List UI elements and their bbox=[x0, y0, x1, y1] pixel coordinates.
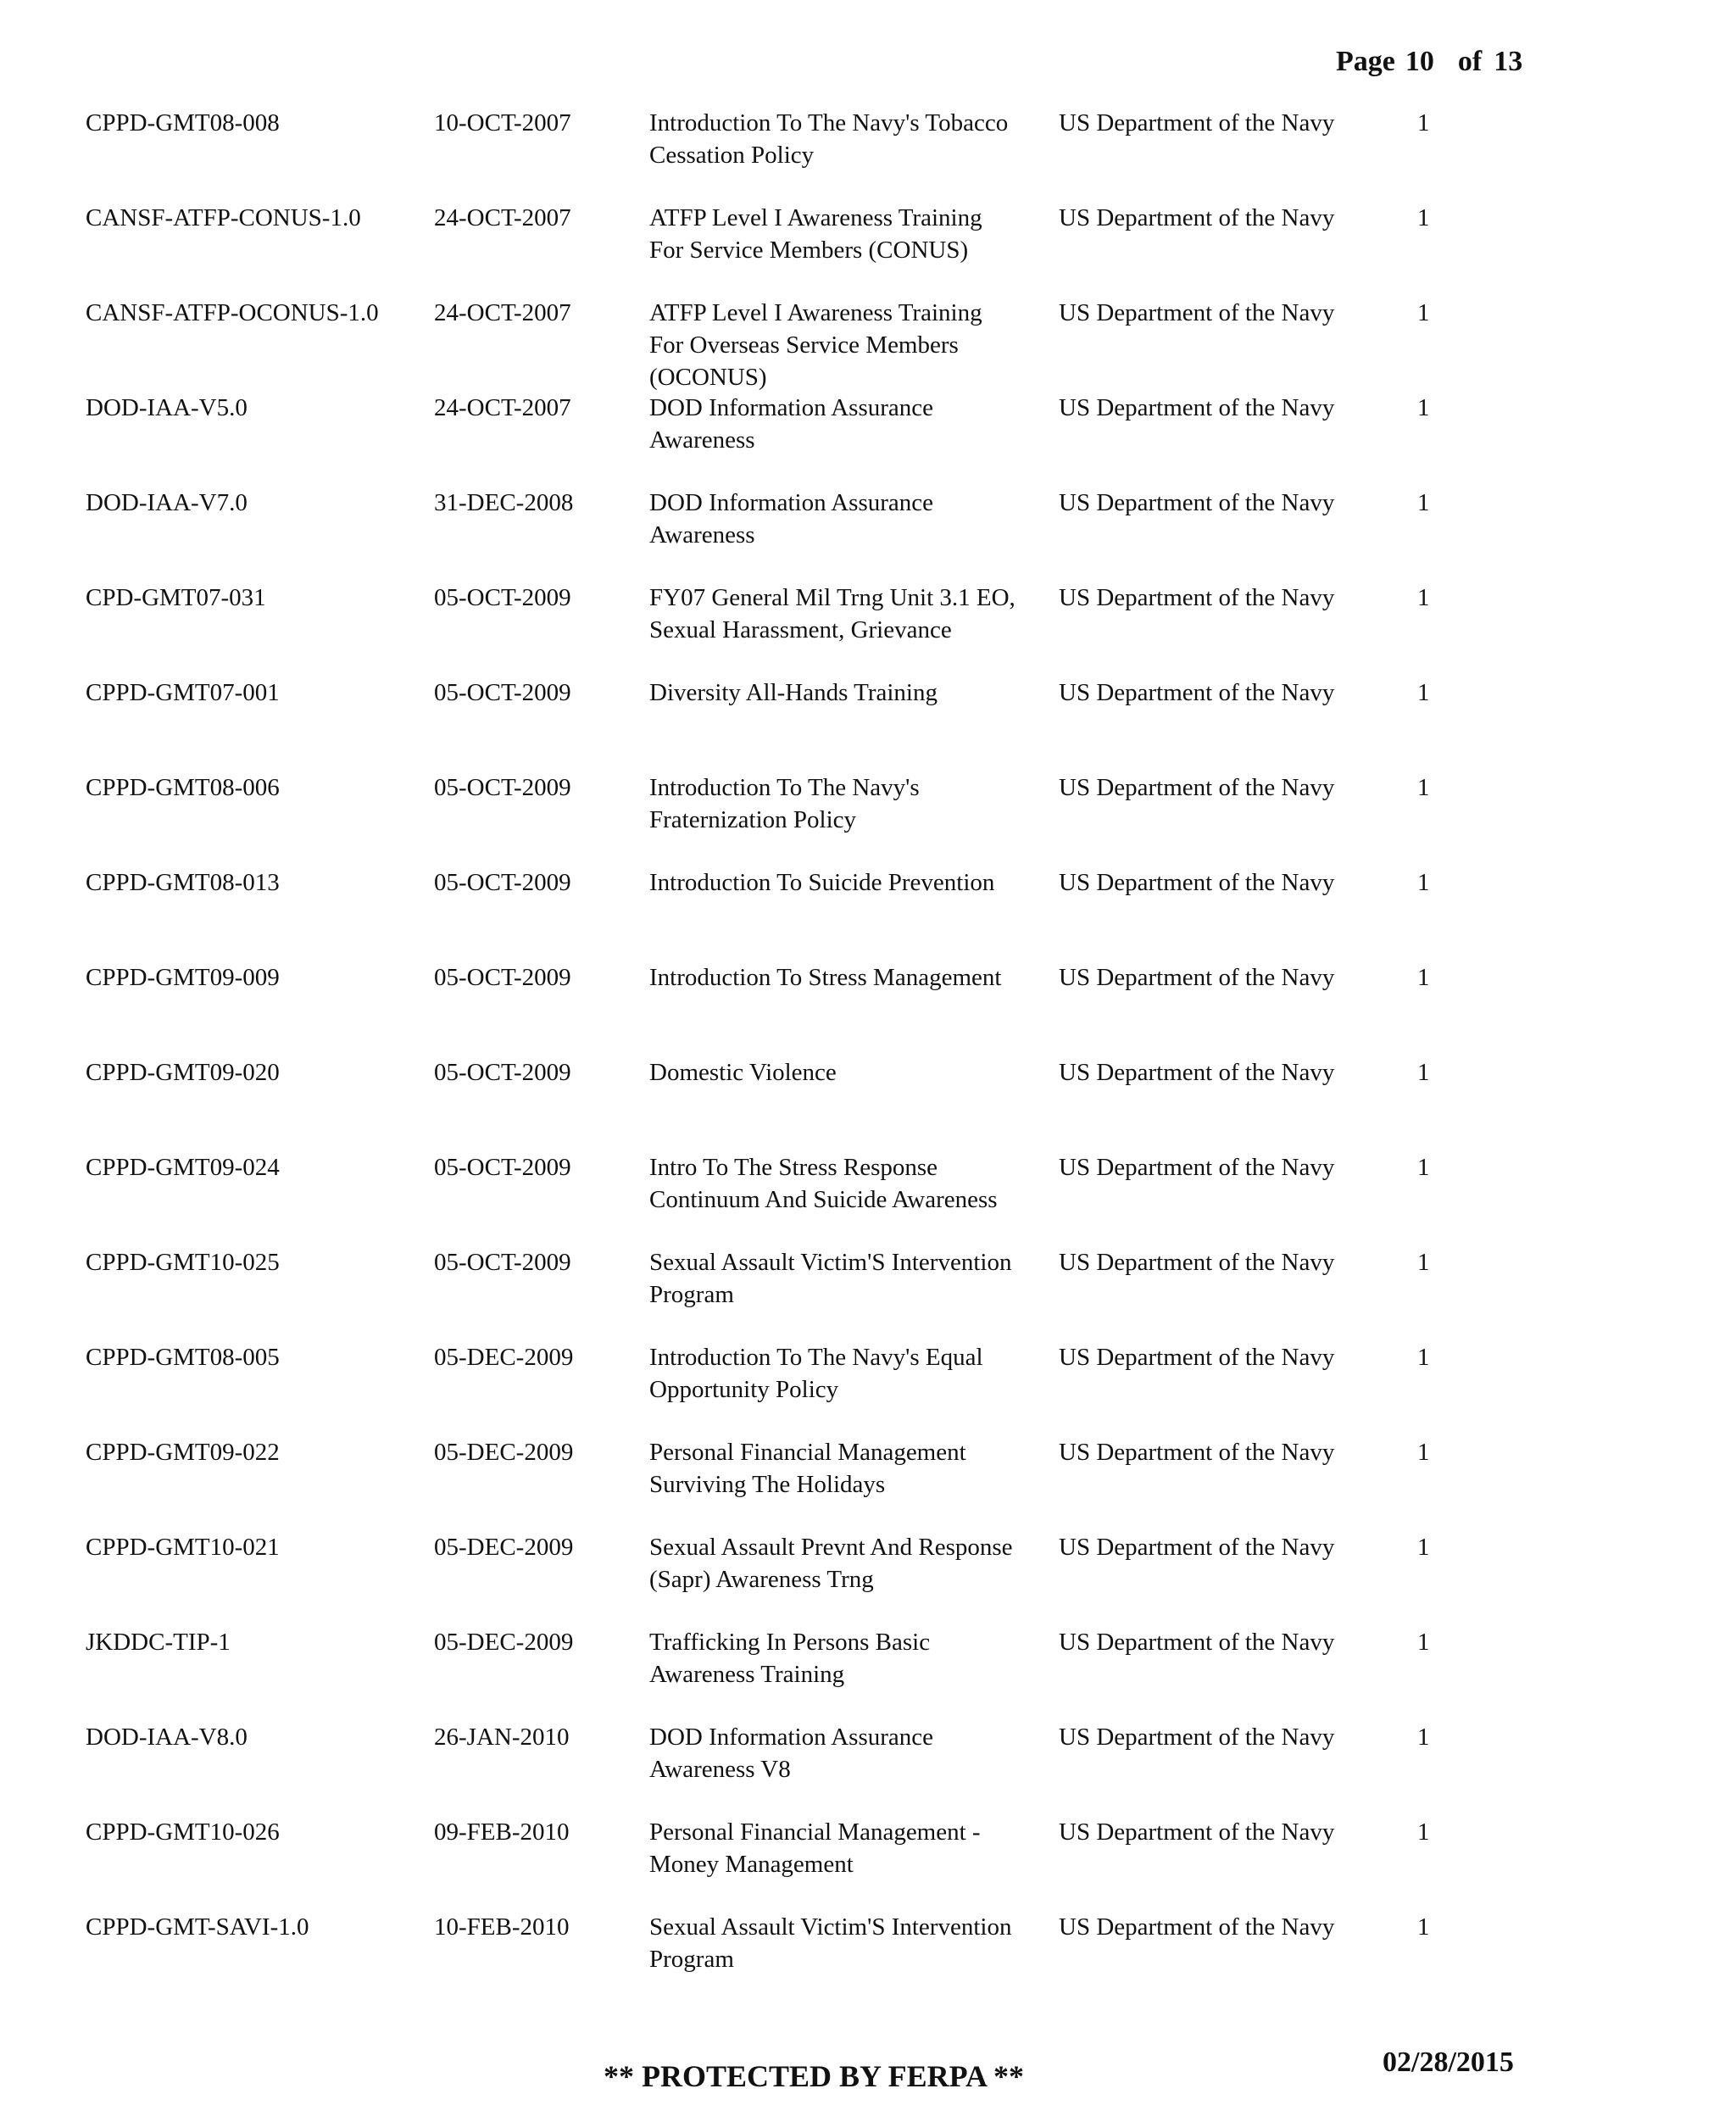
course-title: Personal Financial Management Surviving The Holidays bbox=[649, 1439, 966, 1498]
course-provider: US Department of the Navy bbox=[1059, 1344, 1335, 1371]
course-date: 10-OCT-2007 bbox=[434, 109, 571, 136]
course-row bbox=[0, 1151, 1736, 1246]
course-date: 26-JAN-2010 bbox=[434, 1724, 570, 1751]
course-date: 05-OCT-2009 bbox=[434, 584, 571, 611]
course-date: 05-DEC-2009 bbox=[434, 1344, 574, 1371]
course-row bbox=[0, 1816, 1736, 1911]
course-code: CPPD-GMT07-001 bbox=[86, 679, 280, 706]
course-row bbox=[0, 487, 1736, 582]
course-code: JKDDC-TIP-1 bbox=[86, 1629, 231, 1656]
course-row bbox=[0, 1436, 1736, 1531]
course-provider: US Department of the Navy bbox=[1059, 1818, 1335, 1846]
course-code: CPPD-GMT09-024 bbox=[86, 1154, 280, 1181]
total-pages: 13 bbox=[1494, 46, 1523, 77]
course-provider: US Department of the Navy bbox=[1059, 584, 1335, 611]
course-credits: 1 bbox=[1417, 1154, 1430, 1181]
course-credits: 1 bbox=[1417, 394, 1430, 421]
course-provider: US Department of the Navy bbox=[1059, 1249, 1335, 1276]
course-credits: 1 bbox=[1417, 1724, 1430, 1751]
current-page: 10 bbox=[1405, 46, 1434, 77]
course-code: CPPD-GMT10-026 bbox=[86, 1818, 280, 1846]
course-credits: 1 bbox=[1417, 1344, 1430, 1371]
course-credits: 1 bbox=[1417, 1059, 1430, 1086]
course-provider: US Department of the Navy bbox=[1059, 1154, 1335, 1181]
course-title: Sexual Assault Victim'S Intervention Program bbox=[649, 1249, 1012, 1308]
course-title: Trafficking In Persons Basic Awareness Training bbox=[649, 1629, 931, 1688]
course-row bbox=[0, 1341, 1736, 1436]
course-row bbox=[0, 866, 1736, 961]
course-code: CPD-GMT07-031 bbox=[86, 584, 266, 611]
course-title: DOD Information Assurance Awareness bbox=[649, 394, 934, 454]
course-date: 05-OCT-2009 bbox=[434, 964, 571, 991]
course-row bbox=[0, 1721, 1736, 1816]
course-row bbox=[0, 771, 1736, 866]
course-title: DOD Information Assurance Awareness bbox=[649, 489, 934, 549]
course-row bbox=[0, 107, 1736, 202]
course-date: 05-OCT-2009 bbox=[434, 774, 571, 801]
page-number bbox=[1336, 46, 1522, 78]
course-date: 05-DEC-2009 bbox=[434, 1629, 574, 1656]
course-code: CPPD-GMT09-020 bbox=[86, 1059, 280, 1086]
course-provider: US Department of the Navy bbox=[1059, 1724, 1335, 1751]
course-date: 24-OCT-2007 bbox=[434, 394, 571, 421]
course-provider: US Department of the Navy bbox=[1059, 204, 1335, 231]
course-list bbox=[0, 107, 1736, 2006]
course-row bbox=[0, 1626, 1736, 1721]
course-credits: 1 bbox=[1417, 109, 1430, 136]
course-date: 05-OCT-2009 bbox=[434, 1154, 571, 1181]
course-code: CPPD-GMT10-025 bbox=[86, 1249, 280, 1276]
course-credits: 1 bbox=[1417, 869, 1430, 896]
course-date: 05-OCT-2009 bbox=[434, 679, 571, 706]
course-row bbox=[0, 297, 1736, 392]
course-provider: US Department of the Navy bbox=[1059, 1439, 1335, 1466]
course-code: DOD-IAA-V8.0 bbox=[86, 1724, 248, 1751]
course-title: ATFP Level I Awareness Training For Overseas Service Members (OCONUS) bbox=[649, 299, 982, 391]
course-provider: US Department of the Navy bbox=[1059, 679, 1335, 706]
course-credits: 1 bbox=[1417, 1534, 1430, 1561]
course-provider: US Department of the Navy bbox=[1059, 1059, 1335, 1086]
course-date: 24-OCT-2007 bbox=[434, 204, 571, 231]
course-date: 05-OCT-2009 bbox=[434, 1249, 571, 1276]
course-credits: 1 bbox=[1417, 1629, 1430, 1656]
course-credits: 1 bbox=[1417, 1818, 1430, 1846]
course-provider: US Department of the Navy bbox=[1059, 1629, 1335, 1656]
course-credits: 1 bbox=[1417, 1913, 1430, 1941]
course-credits: 1 bbox=[1417, 1439, 1430, 1466]
course-credits: 1 bbox=[1417, 774, 1430, 801]
course-code: CPPD-GMT08-006 bbox=[86, 774, 280, 801]
course-code: CPPD-GMT09-009 bbox=[86, 964, 280, 991]
course-date: 24-OCT-2007 bbox=[434, 299, 571, 326]
course-credits: 1 bbox=[1417, 1249, 1430, 1276]
course-credits: 1 bbox=[1417, 489, 1430, 516]
course-title: Introduction To The Navy's Equal Opportunity Policy bbox=[649, 1344, 983, 1403]
course-date: 05-OCT-2009 bbox=[434, 1059, 571, 1086]
course-provider: US Department of the Navy bbox=[1059, 964, 1335, 991]
course-code: CPPD-GMT09-022 bbox=[86, 1439, 280, 1466]
course-row bbox=[0, 1246, 1736, 1341]
course-title: Introduction To Suicide Prevention bbox=[649, 869, 995, 896]
course-provider: US Department of the Navy bbox=[1059, 394, 1335, 421]
course-row bbox=[0, 961, 1736, 1056]
course-credits: 1 bbox=[1417, 679, 1430, 706]
course-title: Personal Financial Management - Money Management bbox=[649, 1818, 981, 1878]
course-provider: US Department of the Navy bbox=[1059, 299, 1335, 326]
course-title: Diversity All-Hands Training bbox=[649, 679, 938, 706]
course-title: Intro To The Stress Response Continuum And Suicide Awareness bbox=[649, 1154, 998, 1213]
course-title: Sexual Assault Victim'S Intervention Program bbox=[649, 1913, 1012, 1973]
course-code: CANSF-ATFP-OCONUS-1.0 bbox=[86, 299, 379, 326]
course-title: ATFP Level I Awareness Training For Service Members (CONUS) bbox=[649, 204, 982, 264]
course-date: 10-FEB-2010 bbox=[434, 1913, 570, 1941]
course-provider: US Department of the Navy bbox=[1059, 489, 1335, 516]
course-code: DOD-IAA-V7.0 bbox=[86, 489, 248, 516]
course-title: DOD Information Assurance Awareness V8 bbox=[649, 1724, 934, 1783]
course-date: 05-OCT-2009 bbox=[434, 869, 571, 896]
course-code: DOD-IAA-V5.0 bbox=[86, 394, 248, 421]
course-code: CPPD-GMT-SAVI-1.0 bbox=[86, 1913, 309, 1941]
course-row bbox=[0, 1911, 1736, 2006]
course-row bbox=[0, 1531, 1736, 1626]
course-code: CANSF-ATFP-CONUS-1.0 bbox=[86, 204, 361, 231]
course-code: CPPD-GMT08-008 bbox=[86, 109, 280, 136]
course-title: Introduction To The Navy's Tobacco Cessation Policy bbox=[649, 109, 1009, 169]
page-word: Page bbox=[1336, 46, 1395, 77]
course-date: 09-FEB-2010 bbox=[434, 1818, 570, 1846]
course-provider: US Department of the Navy bbox=[1059, 1913, 1335, 1941]
course-provider: US Department of the Navy bbox=[1059, 1534, 1335, 1561]
course-row bbox=[0, 392, 1736, 487]
course-title: Sexual Assault Prevnt And Response (Sapr) Awareness Trng bbox=[649, 1534, 1013, 1593]
course-row bbox=[0, 202, 1736, 297]
course-date: 05-DEC-2009 bbox=[434, 1439, 574, 1466]
course-date: 05-DEC-2009 bbox=[434, 1534, 574, 1561]
course-title: Domestic Violence bbox=[649, 1059, 837, 1086]
course-provider: US Department of the Navy bbox=[1059, 774, 1335, 801]
course-row bbox=[0, 1056, 1736, 1151]
course-date: 31-DEC-2008 bbox=[434, 489, 574, 516]
course-credits: 1 bbox=[1417, 584, 1430, 611]
course-credits: 1 bbox=[1417, 204, 1430, 231]
course-provider: US Department of the Navy bbox=[1059, 109, 1335, 136]
course-provider: US Department of the Navy bbox=[1059, 869, 1335, 896]
course-credits: 1 bbox=[1417, 964, 1430, 991]
course-code: CPPD-GMT08-005 bbox=[86, 1344, 280, 1371]
course-code: CPPD-GMT10-021 bbox=[86, 1534, 280, 1561]
footer-date: 02/28/2015 bbox=[1383, 2047, 1514, 2078]
course-title: Introduction To Stress Management bbox=[649, 964, 1002, 991]
course-title: Introduction To The Navy's Fraternization Policy bbox=[649, 774, 920, 833]
ferpa-notice: ** PROTECTED BY FERPA ** bbox=[603, 2059, 1025, 2093]
course-row bbox=[0, 677, 1736, 771]
of-word: of bbox=[1457, 46, 1483, 77]
course-title: FY07 General Mil Trng Unit 3.1 EO, Sexual Harassment, Grievance bbox=[649, 584, 1015, 643]
course-row bbox=[0, 582, 1736, 677]
course-code: CPPD-GMT08-013 bbox=[86, 869, 280, 896]
course-credits: 1 bbox=[1417, 299, 1430, 326]
